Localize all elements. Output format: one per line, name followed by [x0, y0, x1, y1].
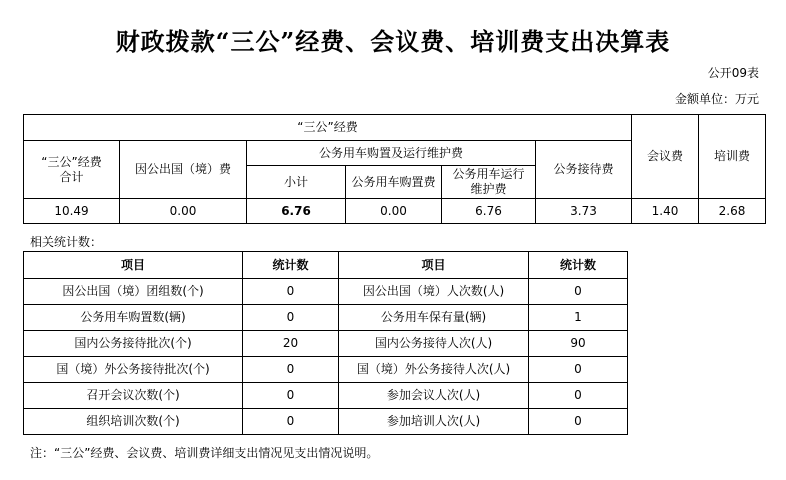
vehicle-header-cell: 公务用车购置及运行维护费 — [247, 141, 536, 166]
total-value-cell: 10.49 — [24, 199, 120, 224]
expenditure-table — [23, 114, 766, 224]
reception-value-cell: 3.73 — [536, 199, 632, 224]
item-cell: 参加会议人次(人) — [339, 383, 529, 409]
vehicle-purchase-header-cell: 公务用车购置费 — [346, 166, 442, 199]
item-cell: 国（境）外公务接待批次(个) — [24, 357, 243, 383]
item-cell: 国内公务接待批次(个) — [24, 331, 243, 357]
count-cell: 0 — [529, 357, 628, 383]
table-number: 公开09表 — [707, 66, 759, 80]
subtotal-value-cell: 6.76 — [247, 199, 346, 224]
subtotal-header-cell: 小计 — [247, 166, 346, 199]
item-cell: 公务用车保有量(辆) — [339, 305, 529, 331]
abroad-header-cell: 因公出国（境）费 — [120, 141, 247, 199]
stats-header-row — [24, 252, 628, 279]
item-cell: 参加培训人次(人) — [339, 409, 529, 435]
item-header-cell: 项目 — [339, 252, 529, 279]
vehicle-operation-header-cell: 公务用车运行维护费 — [442, 166, 536, 199]
stats-table — [23, 251, 628, 435]
item-cell: 召开会议次数(个) — [24, 383, 243, 409]
count-cell: 0 — [243, 305, 339, 331]
count-header-cell: 统计数 — [529, 252, 628, 279]
count-cell: 0 — [529, 279, 628, 305]
item-cell: 公务用车购置数(辆) — [24, 305, 243, 331]
count-cell: 1 — [529, 305, 628, 331]
count-header-cell: 统计数 — [243, 252, 339, 279]
item-cell: 国（境）外公务接待人次(人) — [339, 357, 529, 383]
table-row — [24, 383, 628, 409]
abroad-value-cell: 0.00 — [120, 199, 247, 224]
table-row — [24, 279, 628, 305]
count-cell: 0 — [243, 409, 339, 435]
item-cell: 国内公务接待人次(人) — [339, 331, 529, 357]
footnote: 注：“三公”经费、会议费、培训费详细支出情况见支出情况说明。 — [30, 446, 379, 460]
training-value-cell: 2.68 — [699, 199, 766, 224]
meeting-header-cell: 会议费 — [632, 115, 699, 199]
meeting-value-cell: 1.40 — [632, 199, 699, 224]
item-cell: 因公出国（境）团组数(个) — [24, 279, 243, 305]
reception-header-cell: 公务接待费 — [536, 141, 632, 199]
related-stats-label: 相关统计数： — [30, 235, 103, 249]
count-cell: 0 — [243, 383, 339, 409]
count-cell: 0 — [243, 279, 339, 305]
training-header-cell: 培训费 — [699, 115, 766, 199]
table-row — [24, 409, 628, 435]
count-cell: 0 — [529, 409, 628, 435]
sangong-total-header-cell: “三公”经费合计 — [24, 141, 120, 199]
report-title: 财政拨款“三公”经费、会议费、培训费支出决算表 — [115, 27, 671, 56]
count-cell: 0 — [529, 383, 628, 409]
amount-unit: 金额单位：万元 — [674, 92, 759, 106]
count-cell: 90 — [529, 331, 628, 357]
sangong-header-cell: “三公”经费 — [24, 115, 632, 141]
values-row — [24, 199, 766, 224]
table-row — [24, 331, 628, 357]
vehicle-purchase-value-cell: 0.00 — [346, 199, 442, 224]
item-cell: 组织培训次数(个) — [24, 409, 243, 435]
table-row — [24, 357, 628, 383]
vehicle-operation-value-cell: 6.76 — [442, 199, 536, 224]
item-cell: 因公出国（境）人次数(人) — [339, 279, 529, 305]
item-header-cell: 项目 — [24, 252, 243, 279]
table-row — [24, 305, 628, 331]
count-cell: 0 — [243, 357, 339, 383]
header-row-1 — [24, 115, 766, 141]
count-cell: 20 — [243, 331, 339, 357]
